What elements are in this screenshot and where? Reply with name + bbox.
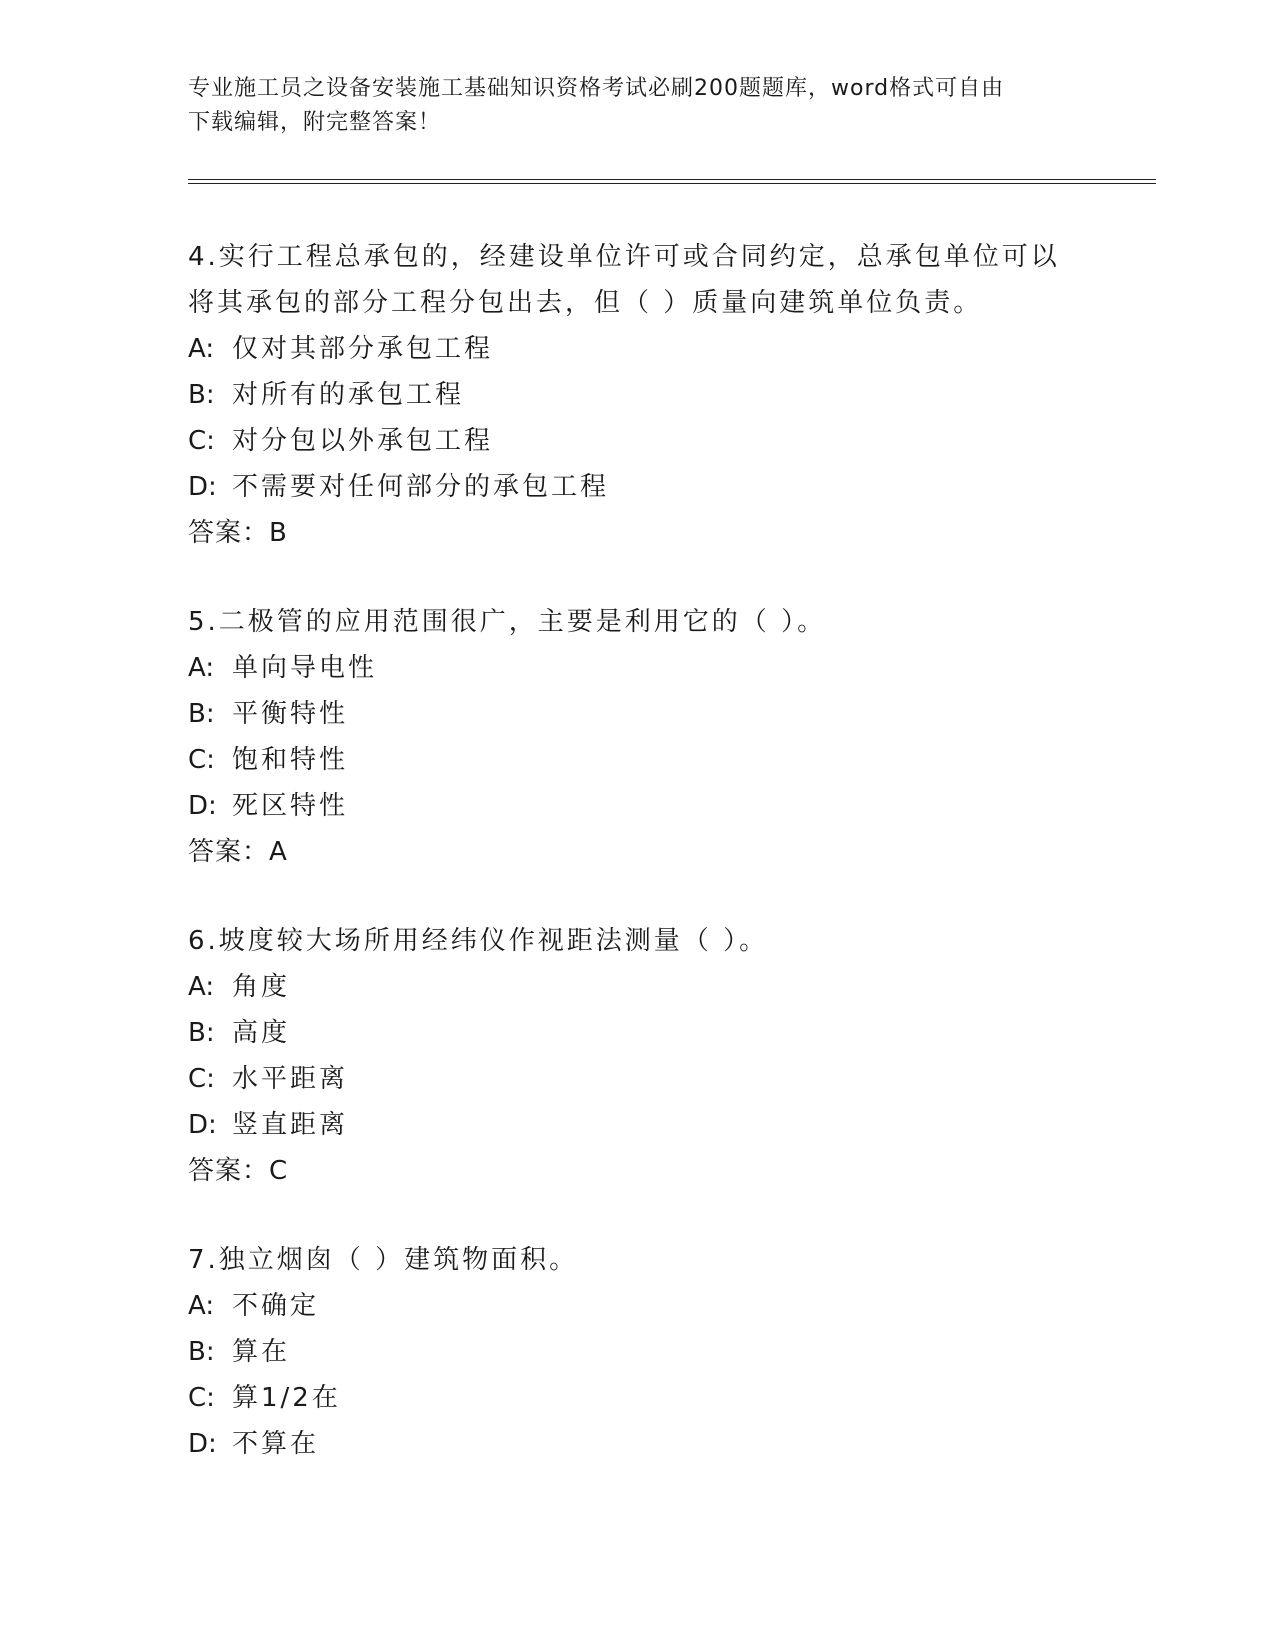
option-c: [188, 418, 1088, 464]
question-stem: 6.坡度较大场所用经纬仪作视距法测量（ ）。: [188, 926, 769, 956]
option-text: 不确定: [232, 1291, 320, 1321]
option-letter: A:: [188, 972, 215, 1002]
option-letter: B:: [188, 699, 215, 729]
option-d: [188, 783, 1088, 829]
option-letter: B:: [188, 1018, 215, 1048]
header-line-1: 专业施工员之设备安装施工基础知识资格考试必刷200题题库，word格式可自由: [188, 76, 1005, 101]
option-letter: A:: [188, 653, 215, 683]
option-text: 平衡特性: [232, 699, 349, 729]
option-b: [188, 1329, 1088, 1375]
option-letter: B:: [188, 380, 215, 410]
option-text: 高度: [232, 1018, 291, 1048]
option-letter: D:: [188, 791, 217, 821]
question-stem: 4.实行工程总承包的，经建设单位许可或合同约定，总承包单位可以: [188, 242, 1060, 272]
header-divider-bottom: [188, 183, 1156, 184]
question-5: [188, 599, 1088, 875]
option-text: 饱和特性: [232, 745, 349, 775]
option-letter: D:: [188, 1429, 217, 1459]
option-letter: C:: [188, 1383, 215, 1413]
option-text: 仅对其部分承包工程: [232, 334, 494, 364]
question-7: [188, 1237, 1088, 1467]
question-stem: 7.独立烟囱（ ）建筑物面积。: [188, 1245, 579, 1275]
answer-line: 答案：B: [188, 518, 288, 548]
question-stem: 5.二极管的应用范围很广，主要是利用它的（ ）。: [188, 607, 827, 637]
answer-line: 答案：A: [188, 837, 288, 867]
option-text: 算在: [232, 1337, 291, 1367]
option-text: 算1/2在: [232, 1383, 341, 1413]
option-a: [188, 645, 1088, 691]
option-c: [188, 1056, 1088, 1102]
question-4: [188, 234, 1088, 556]
option-letter: B:: [188, 1337, 215, 1367]
option-b: [188, 691, 1088, 737]
option-a: [188, 964, 1088, 1010]
option-a: [188, 326, 1088, 372]
option-letter: D:: [188, 472, 217, 502]
option-text: 单向导电性: [232, 653, 378, 683]
option-text: 对所有的承包工程: [232, 380, 465, 410]
option-b: [188, 372, 1088, 418]
option-d: [188, 464, 1088, 510]
option-letter: C:: [188, 1064, 215, 1094]
option-letter: C:: [188, 426, 215, 456]
option-letter: D:: [188, 1110, 217, 1140]
option-letter: A:: [188, 334, 215, 364]
option-b: [188, 1010, 1088, 1056]
header-divider-top: [188, 179, 1156, 180]
option-text: 对分包以外承包工程: [232, 426, 494, 456]
option-text: 水平距离: [232, 1064, 349, 1094]
option-text: 不需要对任何部分的承包工程: [232, 472, 610, 502]
option-text: 不算在: [232, 1429, 320, 1459]
option-d: [188, 1102, 1088, 1148]
option-letter: A:: [188, 1291, 215, 1321]
question-stem-continued: 将其承包的部分工程分包出去，但（ ）质量向建筑单位负责。: [188, 288, 983, 318]
option-text: 角度: [232, 972, 291, 1002]
header-line-2: 下载编辑，附完整答案！: [188, 110, 442, 135]
option-a: [188, 1283, 1088, 1329]
question-6: [188, 918, 1088, 1194]
option-d: [188, 1421, 1088, 1467]
option-letter: C:: [188, 745, 215, 775]
document-header: [188, 72, 1088, 140]
option-text: 死区特性: [232, 791, 349, 821]
option-c: [188, 737, 1088, 783]
option-text: 竖直距离: [232, 1110, 349, 1140]
option-c: [188, 1375, 1088, 1421]
answer-line: 答案：C: [188, 1156, 289, 1186]
